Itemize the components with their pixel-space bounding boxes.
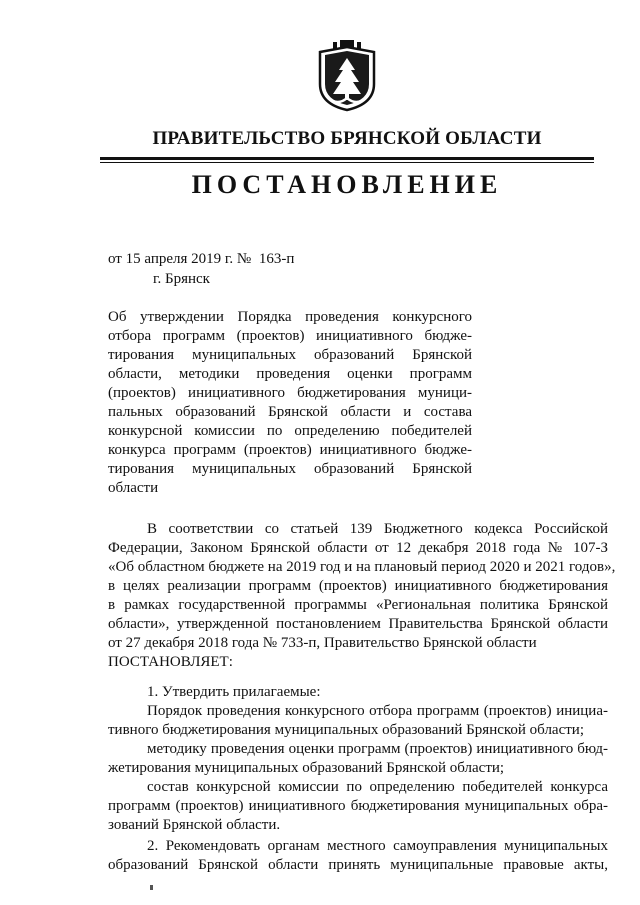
decree-date: от 15 апреля 2019 г. № — [108, 251, 252, 267]
subject-line: Об утверждении Порядка проведения конкурсного — [108, 309, 472, 325]
body-line: методику проведения оценки программ (проектов) инициативного бюд- — [147, 741, 608, 757]
decree-number: 163-п — [258, 251, 295, 267]
scan-mark — [150, 885, 153, 890]
body-line: состав конкурсной комиссии по определению победителей конкурса — [147, 779, 608, 795]
subject-line: пальных образований Брянской области и состава — [108, 404, 472, 420]
item-2-line: 2. Рекомендовать органам местного самоуправления муниципальных — [147, 838, 608, 854]
body-line: Порядок проведения конкурсного отбора программ (проектов) инициа- — [147, 703, 608, 719]
body-line: области», утвержденной постановлением Правительства Брянской области — [108, 616, 608, 632]
header-divider-thick — [100, 157, 594, 160]
decree-city: г. Брянск — [153, 271, 210, 287]
body-line: жетирования муниципальных образований Брянской области; — [108, 760, 505, 776]
body-line: в целях реализации программ (проектов) инициативного бюджетирования — [108, 578, 608, 594]
body-line: зований Брянской области. — [108, 817, 281, 833]
body-line: образований Брянской области принять муниципальные правовые акты, — [108, 857, 608, 873]
subject-line: конкурсной комиссии по определению победителей — [108, 423, 472, 439]
decree-date-line — [108, 251, 294, 268]
body-line: «Об областном бюджете на 2019 год и на плановый период 2020 и 2021 годов», — [108, 559, 616, 575]
body-line: программ (проектов) инициативного бюджетирования муниципальных обра- — [108, 798, 608, 814]
coat-of-arms-icon — [316, 40, 378, 114]
subject-line: тирования муниципальных образований Брянской — [108, 347, 472, 363]
subject-line: области — [108, 480, 159, 496]
item-1-heading: 1. Утвердить прилагаемые: — [147, 684, 321, 700]
document-type-title: ПОСТАНОВЛЕНИЕ — [191, 170, 503, 199]
body-line: от 27 декабря 2018 года № 733-п, Правительство Брянской области — [108, 635, 537, 651]
body-line: Федерации, Законом Брянской области от 12 декабря 2018 года № 107-З — [108, 540, 608, 556]
body-line: тивного бюджетирования муниципальных образований Брянской области; — [108, 722, 584, 738]
resolves-keyword: ПОСТАНОВЛЯЕТ: — [108, 654, 233, 670]
subject-line: области, методики проведения оценки программ — [108, 366, 472, 382]
subject-line: отбора программ (проектов) инициативного бюдже- — [108, 328, 472, 344]
subject-line: тирования муниципальных образований Брянской — [108, 461, 472, 477]
body-line: В соответствии со статьей 139 Бюджетного кодекса Российской — [147, 521, 608, 537]
body-line: в рамках государственной программы «Региональная политика Брянской — [108, 597, 608, 613]
subject-line: (проектов) инициативного бюджетирования муници- — [108, 385, 472, 401]
header-divider-thin — [100, 162, 594, 163]
government-title: ПРАВИТЕЛЬСТВО БРЯНСКОЙ ОБЛАСТИ — [152, 128, 542, 149]
subject-line: конкурса программ (проектов) инициативного бюдже- — [108, 442, 472, 458]
